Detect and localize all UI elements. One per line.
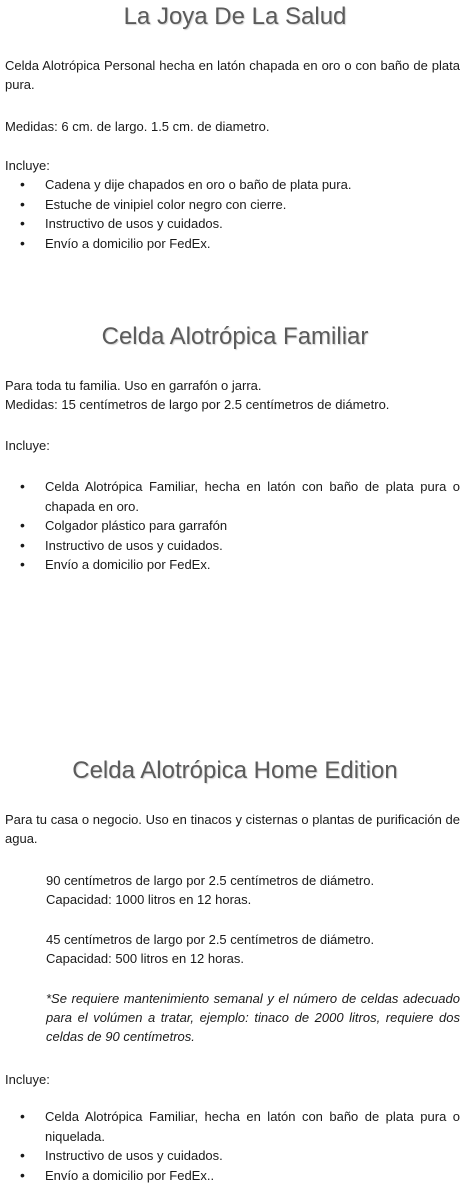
list-item: • Instructivo de usos y cuidados. xyxy=(0,1146,460,1166)
list-item: • Instructivo de usos y cuidados. xyxy=(0,214,460,234)
includes-label-familiar: Incluye: xyxy=(5,438,50,453)
list-item: • Cadena y dije chapados en oro o baño de plata pura. xyxy=(0,175,460,195)
section-title-home-edition: Celda Alotrópica Home Edition xyxy=(72,757,398,784)
description-home-edition: Para tu casa o negocio. Uso en tinacos y cisternas o plantas de purificación de agua. xyxy=(5,812,460,846)
list-item: • Instructivo de usos y cuidados. xyxy=(0,536,460,556)
includes-list-joya xyxy=(0,175,460,253)
includes-list-familiar xyxy=(0,477,460,575)
list-item: • Envío a domicilio por FedEx.. xyxy=(0,1166,460,1186)
measures-joya: Medidas: 6 cm. de largo. 1.5 cm. de diametro. xyxy=(5,119,270,134)
spec-90cm-size: 90 centímetros de largo por 2.5 centímetros de diámetro. xyxy=(46,873,375,888)
list-item: • Estuche de vinipiel color negro con cierre. xyxy=(0,195,460,215)
includes-list-home-edition xyxy=(0,1107,460,1185)
list-item: • Colgador plástico para garrafón xyxy=(0,516,460,536)
list-item: • Envío a domicilio por FedEx. xyxy=(0,555,460,575)
includes-label-home-edition: Incluye: xyxy=(5,1072,50,1087)
list-item: • Celda Alotrópica Familiar, hecha en latón con baño de plata pura o chapada en oro. xyxy=(0,477,460,516)
spec-90cm-capacity: Capacidad: 1000 litros en 12 horas. xyxy=(46,892,252,907)
list-item: • Celda Alotrópica Familiar, hecha en latón con baño de plata pura o niquelada. xyxy=(0,1107,460,1146)
description-familiar: Para toda tu familia. Uso en garrafón o jarra. xyxy=(5,378,262,393)
includes-label-joya: Incluye: xyxy=(5,158,50,173)
list-item: • Envío a domicilio por FedEx. xyxy=(0,234,460,254)
spec-45cm-size: 45 centímetros de largo por 2.5 centímetros de diámetro. xyxy=(46,932,375,947)
maintenance-note: *Se requiere mantenimiento semanal y el número de celdas adecuado para el volúmen a tratar, ejemplo: tinaco de 2000 litros, requiere dos celdas de 90 centímetros. xyxy=(46,991,460,1044)
spec-45cm-capacity: Capacidad: 500 litros en 12 horas. xyxy=(46,951,245,966)
section-title-joya: La Joya De La Salud xyxy=(123,3,347,30)
section-title-familiar: Celda Alotrópica Familiar xyxy=(101,323,369,350)
measures-familiar: Medidas: 15 centímetros de largo por 2.5 centímetros de diámetro. xyxy=(5,397,390,412)
description-joya: Celda Alotrópica Personal hecha en latón chapada en oro o con baño de plata pura. xyxy=(5,58,460,92)
